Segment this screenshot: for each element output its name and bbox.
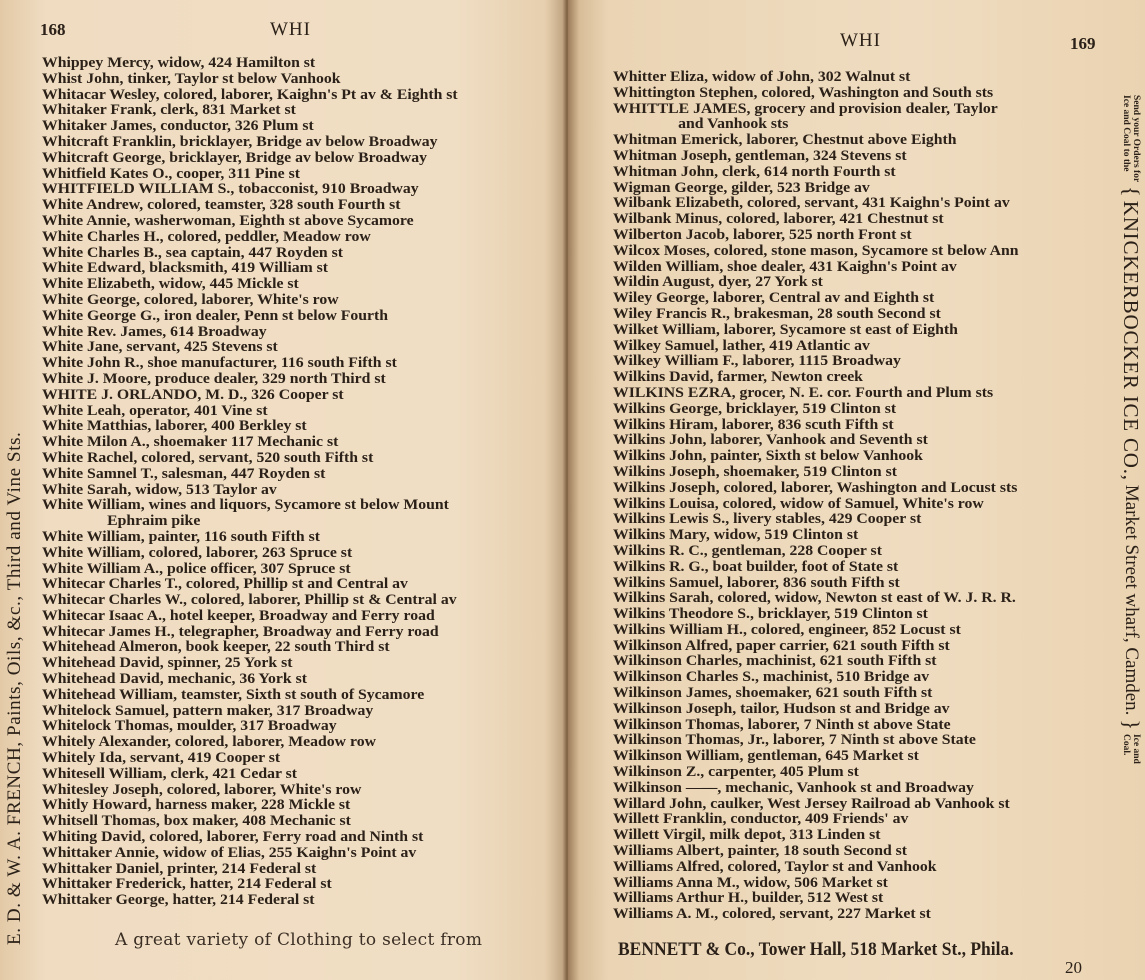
directory-entry: White Rachel, colored, servant, 520 south Fifth st xyxy=(42,449,374,466)
directory-entry: White William, wines and liquors, Sycamore st below Mount xyxy=(42,497,449,514)
directory-entry: Wilkins John, painter, Sixth st below Vanhook xyxy=(613,448,923,465)
directory-entry: Wilkey Samuel, lather, 419 Atlantic av xyxy=(613,337,870,354)
directory-entry: White Leah, operator, 401 Vine st xyxy=(42,402,268,419)
directory-entry: Wilkinson James, shoemaker, 621 south Fifth st xyxy=(613,685,933,702)
directory-entry: White George G., iron dealer, Penn st below Fourth xyxy=(42,307,389,324)
advert-line: Send your Orders for xyxy=(1131,95,1141,183)
directory-entry: WHITFIELD WILLIAM S., tobacconist, 910 Broadway xyxy=(42,181,419,198)
directory-entry: Whitman Joseph, gentleman, 324 Stevens st xyxy=(613,147,907,164)
directory-entry: Whist John, tinker, Taylor st below Vanhook xyxy=(42,70,341,87)
directory-entry: White J. Moore, produce dealer, 329 north Third st xyxy=(42,370,386,387)
directory-entry: Williams Arthur H., builder, 512 West st xyxy=(613,890,884,907)
directory-entry: Williams Alfred, colored, Taylor st and Vanhook xyxy=(613,858,937,875)
directory-entry: Whitly Howard, harness maker, 228 Mickle st xyxy=(42,797,351,814)
side-advertisement: E. D. & W. A. FRENCH, Paints, Oils, &c., Third and Vine Sts. xyxy=(4,431,25,945)
directory-entry: Whittaker Frederick, hatter, 214 Federal st xyxy=(42,876,332,893)
directory-entry: WILKINS EZRA, grocer, N. E. cor. Fourth and Plum sts xyxy=(613,384,994,401)
left-page xyxy=(0,0,568,980)
directory-entries xyxy=(613,69,1019,923)
running-head: WHI xyxy=(270,19,311,40)
directory-entry: Wilkins R. C., gentleman, 228 Cooper st xyxy=(613,542,882,559)
directory-entry: White Charles H., colored, peddler, Meadow row xyxy=(42,228,371,245)
directory-entry: Whitecar Isaac A., hotel keeper, Broadway and Ferry road xyxy=(42,607,435,624)
directory-entry: Whitecar Charles T., colored, Phillip st and Central av xyxy=(42,576,408,593)
directory-entry: Whitecar Charles W., colored, laborer, Phillip st & Central av xyxy=(42,592,457,609)
directory-entry: Whitman John, clerk, 614 north Fourth st xyxy=(613,163,896,180)
directory-entry: Whippey Mercy, widow, 424 Hamilton st xyxy=(42,55,316,71)
running-head: WHI xyxy=(840,30,881,51)
directory-entry: Willard John, caulker, West Jersey Railroad ab Vanhook st xyxy=(613,795,1010,812)
directory-entries xyxy=(42,55,458,909)
directory-entry: Whitehead David, spinner, 25 York st xyxy=(42,655,293,672)
directory-entry: Whitesell William, clerk, 421 Cedar st xyxy=(42,765,298,782)
directory-entry: Wilkins Joseph, colored, laborer, Washington and Locust sts xyxy=(613,479,1018,496)
directory-entry: Wilkinson Thomas, laborer, 7 Ninth st above State xyxy=(613,716,951,733)
directory-entry: Wilkinson Alfred, paper carrier, 621 south Fifth st xyxy=(613,637,950,654)
advert-line: Coal. xyxy=(1121,733,1131,756)
directory-entry: White William, painter, 116 south Fifth st xyxy=(42,528,321,545)
directory-entry: Williams Anna M., widow, 506 Market st xyxy=(613,874,888,891)
advert-trail-text xyxy=(1121,734,1141,764)
directory-entry: Whitely Alexander, colored, laborer, Meadow row xyxy=(42,734,376,751)
directory-entry: Wilkins David, farmer, Newton creek xyxy=(613,369,863,386)
directory-entry: Wilkins Samuel, laborer, 836 south Fifth st xyxy=(613,574,900,591)
directory-entry: Whitsell Thomas, box maker, 408 Mechanic st xyxy=(42,813,351,830)
directory-entry: Wilkins Mary, widow, 519 Clinton st xyxy=(613,527,859,544)
directory-entry: White William, colored, laborer, 263 Spruce st xyxy=(42,544,353,561)
directory-entry: Willett Virgil, milk depot, 313 Linden st xyxy=(613,827,881,844)
directory-entry: Wilkins William H., colored, engineer, 852 Locust st xyxy=(613,621,961,638)
brace: } xyxy=(1119,719,1144,730)
advert-line: Ice and xyxy=(1131,733,1141,764)
directory-entry: White George, colored, laborer, White's row xyxy=(42,291,339,308)
directory-entry: Wilkins Joseph, shoemaker, 519 Clinton st xyxy=(613,463,898,480)
directory-entry: Whitacar Wesley, colored, laborer, Kaighn's Pt av & Eighth st xyxy=(42,86,458,103)
advert-address: Market Street wharf, Camden. xyxy=(1121,484,1142,716)
directory-entry: Wildin August, dyer, 27 York st xyxy=(613,274,823,291)
directory-entry: Whitehead Almeron, book keeper, 22 south Third st xyxy=(42,639,390,656)
directory-entry: Wilkinson Charles S., machinist, 510 Bridge av xyxy=(613,669,930,686)
directory-entry: White John R., shoe manufacturer, 116 south Fifth st xyxy=(42,355,397,372)
directory-entry: Wilkinson Charles, machinist, 621 south Fifth st xyxy=(613,653,937,670)
directory-entry: Wilkins John, laborer, Vanhook and Seventh st xyxy=(613,432,928,449)
directory-entry: White Elizabeth, widow, 445 Mickle st xyxy=(42,276,299,293)
directory-entry: WHITE J. ORLANDO, M. D., 326 Cooper st xyxy=(42,386,344,403)
directory-entry: Wilkins Lewis S., livery stables, 429 Cooper st xyxy=(613,511,922,528)
directory-entry: White Jane, servant, 425 Stevens st xyxy=(42,339,278,356)
directory-entry: White Charles B., sea captain, 447 Royden st xyxy=(42,244,344,261)
directory-entry: Wilberton Jacob, laborer, 525 north Front st xyxy=(613,226,912,243)
directory-entry: Whitelock Thomas, moulder, 317 Broadway xyxy=(42,718,337,735)
directory-entry: Wilket William, laborer, Sycamore st east of Eighth xyxy=(613,321,958,338)
directory-entry: Whitehead William, teamster, Sixth st south of Sycamore xyxy=(42,686,425,703)
directory-entry-continuation: and Vanhook sts xyxy=(678,116,789,133)
directory-entry: Whitfield Kates O., cooper, 311 Pine st xyxy=(42,165,300,182)
directory-entry-continuation: Ephraim pike xyxy=(107,513,201,530)
directory-entry: Wilbank Minus, colored, laborer, 421 Chestnut st xyxy=(613,211,944,228)
directory-entry: Whitely Ida, servant, 419 Cooper st xyxy=(42,750,281,767)
directory-entry: Wilden William, shoe dealer, 431 Kaighn's Point av xyxy=(613,258,957,275)
directory-entry: Wilcox Moses, colored, stone mason, Sycamore st below Ann xyxy=(613,242,1019,259)
directory-entry: Wigman George, gilder, 523 Bridge av xyxy=(613,179,870,196)
directory-entry: Wiley Francis R., brakesman, 28 south Second st xyxy=(613,305,941,322)
right-page xyxy=(568,0,1145,980)
page-footer-advert: A great variety of Clothing to select from xyxy=(115,930,483,950)
directory-entry: Wiley George, laborer, Central av and Eighth st xyxy=(613,290,935,307)
directory-entry: Whitman Emerick, laborer, Chestnut above Eighth xyxy=(613,132,957,149)
directory-entry: Whitaker James, conductor, 326 Plum st xyxy=(42,118,314,135)
directory-entry: Wilkins R. G., boat builder, foot of State st xyxy=(613,558,899,575)
directory-entry: Wilkinson ——, mechanic, Vanhook st and Broadway xyxy=(613,779,974,796)
directory-entry: Whittaker Annie, widow of Elias, 255 Kaighn's Point av xyxy=(42,844,417,861)
directory-entry: Wilkins Louisa, colored, widow of Samuel, White's row xyxy=(613,495,984,512)
side-advertisement xyxy=(1119,95,1143,764)
directory-entry: Whittaker George, hatter, 214 Federal st xyxy=(42,892,315,909)
directory-entry: Whittaker Daniel, printer, 214 Federal st xyxy=(42,860,317,877)
directory-entry: Whitter Eliza, widow of John, 302 Walnut st xyxy=(613,69,911,85)
directory-entry: Whitcraft George, bricklayer, Bridge av below Broadway xyxy=(42,149,427,166)
directory-entry: Wilkinson Joseph, tailor, Hudson st and Bridge av xyxy=(613,700,950,717)
directory-entry: Willett Franklin, conductor, 409 Friends' av xyxy=(613,811,909,828)
advert-company: KNICKERBOCKER ICE CO., xyxy=(1119,200,1143,481)
directory-entry: Williams Albert, painter, 18 south Second st xyxy=(613,843,908,860)
brace: { xyxy=(1119,186,1144,197)
directory-entry: White Milon A., shoemaker 117 Mechanic st xyxy=(42,434,339,451)
directory-entry: Wilkinson Z., carpenter, 405 Plum st xyxy=(613,764,859,781)
directory-entry: Wilkey William F., laborer, 1115 Broadway xyxy=(613,353,901,370)
directory-entry: Wilkins Sarah, colored, widow, Newton st east of W. J. R. R. xyxy=(613,590,1016,607)
directory-entry: Wilkins Theodore S., bricklayer, 519 Clinton st xyxy=(613,606,928,623)
advert-line: Ice and Coal to the xyxy=(1121,95,1131,172)
directory-entry: Whitesley Joseph, colored, laborer, White's row xyxy=(42,781,362,798)
directory-entry: Wilkins Hiram, laborer, 836 scuth Fifth st xyxy=(613,416,894,433)
page-footer-advert: BENNETT & Co., Tower Hall, 518 Market St., Phila. xyxy=(618,939,1014,960)
directory-entry: White William A., police officer, 307 Spruce st xyxy=(42,560,351,577)
directory-entry: White Matthias, laborer, 400 Berkley st xyxy=(42,418,307,435)
directory-entry: White Andrew, colored, teamster, 328 south Fourth st xyxy=(42,197,401,214)
directory-entry: Whitehead David, mechanic, 36 York st xyxy=(42,671,307,688)
directory-entry: White Samnel T., salesman, 447 Royden st xyxy=(42,465,326,482)
advert-lead-text xyxy=(1121,95,1141,182)
directory-entry: Whittington Stephen, colored, Washington and South sts xyxy=(613,84,994,101)
signature-mark: 20 xyxy=(1065,958,1082,977)
directory-entry: White Sarah, widow, 513 Taylor av xyxy=(42,481,277,498)
directory-entry: Williams A. M., colored, servant, 227 Market st xyxy=(613,906,931,923)
directory-entry: Whitecar James H., telegrapher, Broadway and Ferry road xyxy=(42,623,439,640)
directory-entry: Whitelock Samuel, pattern maker, 317 Broadway xyxy=(42,702,374,719)
directory-entry: WHITTLE JAMES, grocery and provision dealer, Taylor xyxy=(613,100,998,117)
directory-entry: Whitcraft Franklin, bricklayer, Bridge av below Broadway xyxy=(42,133,438,150)
directory-entry: Whiting David, colored, laborer, Ferry road and Ninth st xyxy=(42,829,424,846)
directory-entry: White Edward, blacksmith, 419 William st xyxy=(42,260,329,277)
directory-entry: Wilkins George, bricklayer, 519 Clinton st xyxy=(613,400,897,417)
directory-entry: White Rev. James, 614 Broadway xyxy=(42,323,267,340)
directory-entry: Wilkinson Thomas, Jr., laborer, 7 Ninth st above State xyxy=(613,732,976,749)
page-number: 168 xyxy=(40,20,66,39)
directory-entry: Wilbank Elizabeth, colored, servant, 431 Kaighn's Point av xyxy=(613,195,1010,212)
directory-entry: White Annie, washerwoman, Eighth st above Sycamore xyxy=(42,212,414,229)
directory-entry: Wilkinson William, gentleman, 645 Market st xyxy=(613,748,919,765)
directory-entry: Whitaker Frank, clerk, 831 Market st xyxy=(42,102,296,119)
page-number: 169 xyxy=(1070,34,1096,53)
